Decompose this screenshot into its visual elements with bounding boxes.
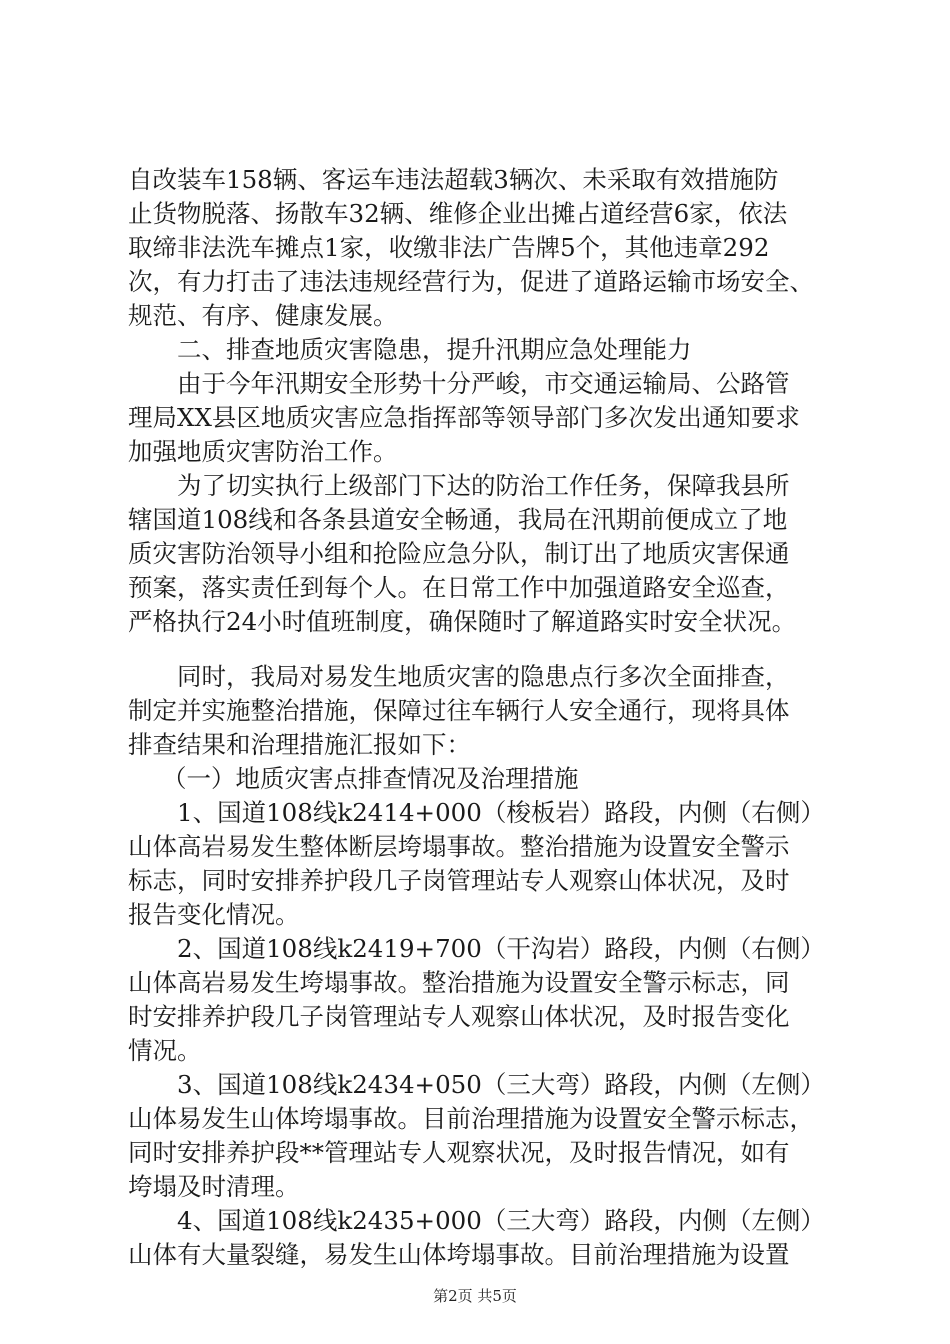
body-line: 为了切实执行上级部门下达的防治工作任务，保障我县所 — [177, 471, 790, 500]
body-line: 标志，同时安排养护段几子岗管理站专人观察山体状况，及时 — [128, 866, 790, 895]
body-line: 时安排养护段几子岗管理站专人观察山体状况，及时报告变化 — [128, 1002, 790, 1031]
page-footer: 第2页 共5页 — [433, 1287, 517, 1305]
body-line: 同时，我局对易发生地质灾害的隐患点行多次全面排查， — [177, 662, 790, 691]
body-line: 止货物脱落、扬散车32辆、维修企业出摊占道经营6家，依法 — [128, 199, 788, 228]
body-line: 加强地质灾害防治工作。 — [128, 437, 398, 466]
body-line: 取缔非法洗车摊点1家，收缴非法广告牌5个，其他违章292 — [128, 233, 770, 262]
body-line: 规范、有序、健康发展。 — [128, 301, 398, 330]
body-line: 山体高岩易发生垮塌事故。整治措施为设置安全警示标志，同 — [128, 968, 790, 997]
body-line: 自改装车158辆、客运车违法超载3辆次、未采取有效措施防 — [128, 165, 779, 194]
body-line: 次，有力打击了违法违规经营行为，促进了道路运输市场安全、 — [128, 267, 814, 296]
body-line: 山体高岩易发生整体断层垮塌事故。整治措施为设置安全警示 — [128, 832, 790, 861]
body-line: 情况。 — [128, 1036, 202, 1065]
body-line: 制定并实施整治措施，保障过往车辆行人安全通行，现将具体 — [128, 696, 790, 725]
body-line: 4、国道108线k2435+000（三大弯）路段，内侧（左侧） — [177, 1206, 825, 1235]
body-line: 排查结果和治理措施汇报如下： — [128, 730, 471, 759]
body-line: 严格执行24小时值班制度，确保随时了解道路实时安全状况。 — [128, 607, 797, 636]
body-line: 垮塌及时清理。 — [128, 1172, 300, 1201]
body-line: 由于今年汛期安全形势十分严峻，市交通运输局、公路管 — [177, 369, 790, 398]
body-line: 预案，落实责任到每个人。在日常工作中加强道路安全巡查， — [128, 573, 790, 602]
section-heading: 二、排查地质灾害隐患，提升汛期应急处理能力 — [177, 335, 692, 364]
body-line: 2、国道108线k2419+700（干沟岩）路段，内侧（右侧） — [177, 934, 825, 963]
body-line: 辖国道108线和各条县道安全畅通，我局在汛期前便成立了地 — [128, 505, 788, 534]
body-line: 同时安排养护段**管理站专人观察状况，及时报告情况，如有 — [128, 1138, 790, 1167]
body-line: 山体易发生山体垮塌事故。目前治理措施为设置安全警示标志， — [128, 1104, 814, 1133]
subsection-heading: （一）地质灾害点排查情况及治理措施 — [162, 764, 579, 793]
body-line: 报告变化情况。 — [128, 900, 300, 929]
body-line: 3、国道108线k2434+050（三大弯）路段，内侧（左侧） — [177, 1070, 825, 1099]
body-line: 1、国道108线k2414+000（梭板岩）路段，内侧（右侧） — [177, 798, 825, 827]
body-line: 理局XX县区地质灾害应急指挥部等领导部门多次发出通知要求 — [128, 403, 800, 432]
body-line: 山体有大量裂缝，易发生山体垮塌事故。目前治理措施为设置 — [128, 1240, 790, 1269]
body-line: 质灾害防治领导小组和抢险应急分队，制订出了地质灾害保通 — [128, 539, 790, 568]
